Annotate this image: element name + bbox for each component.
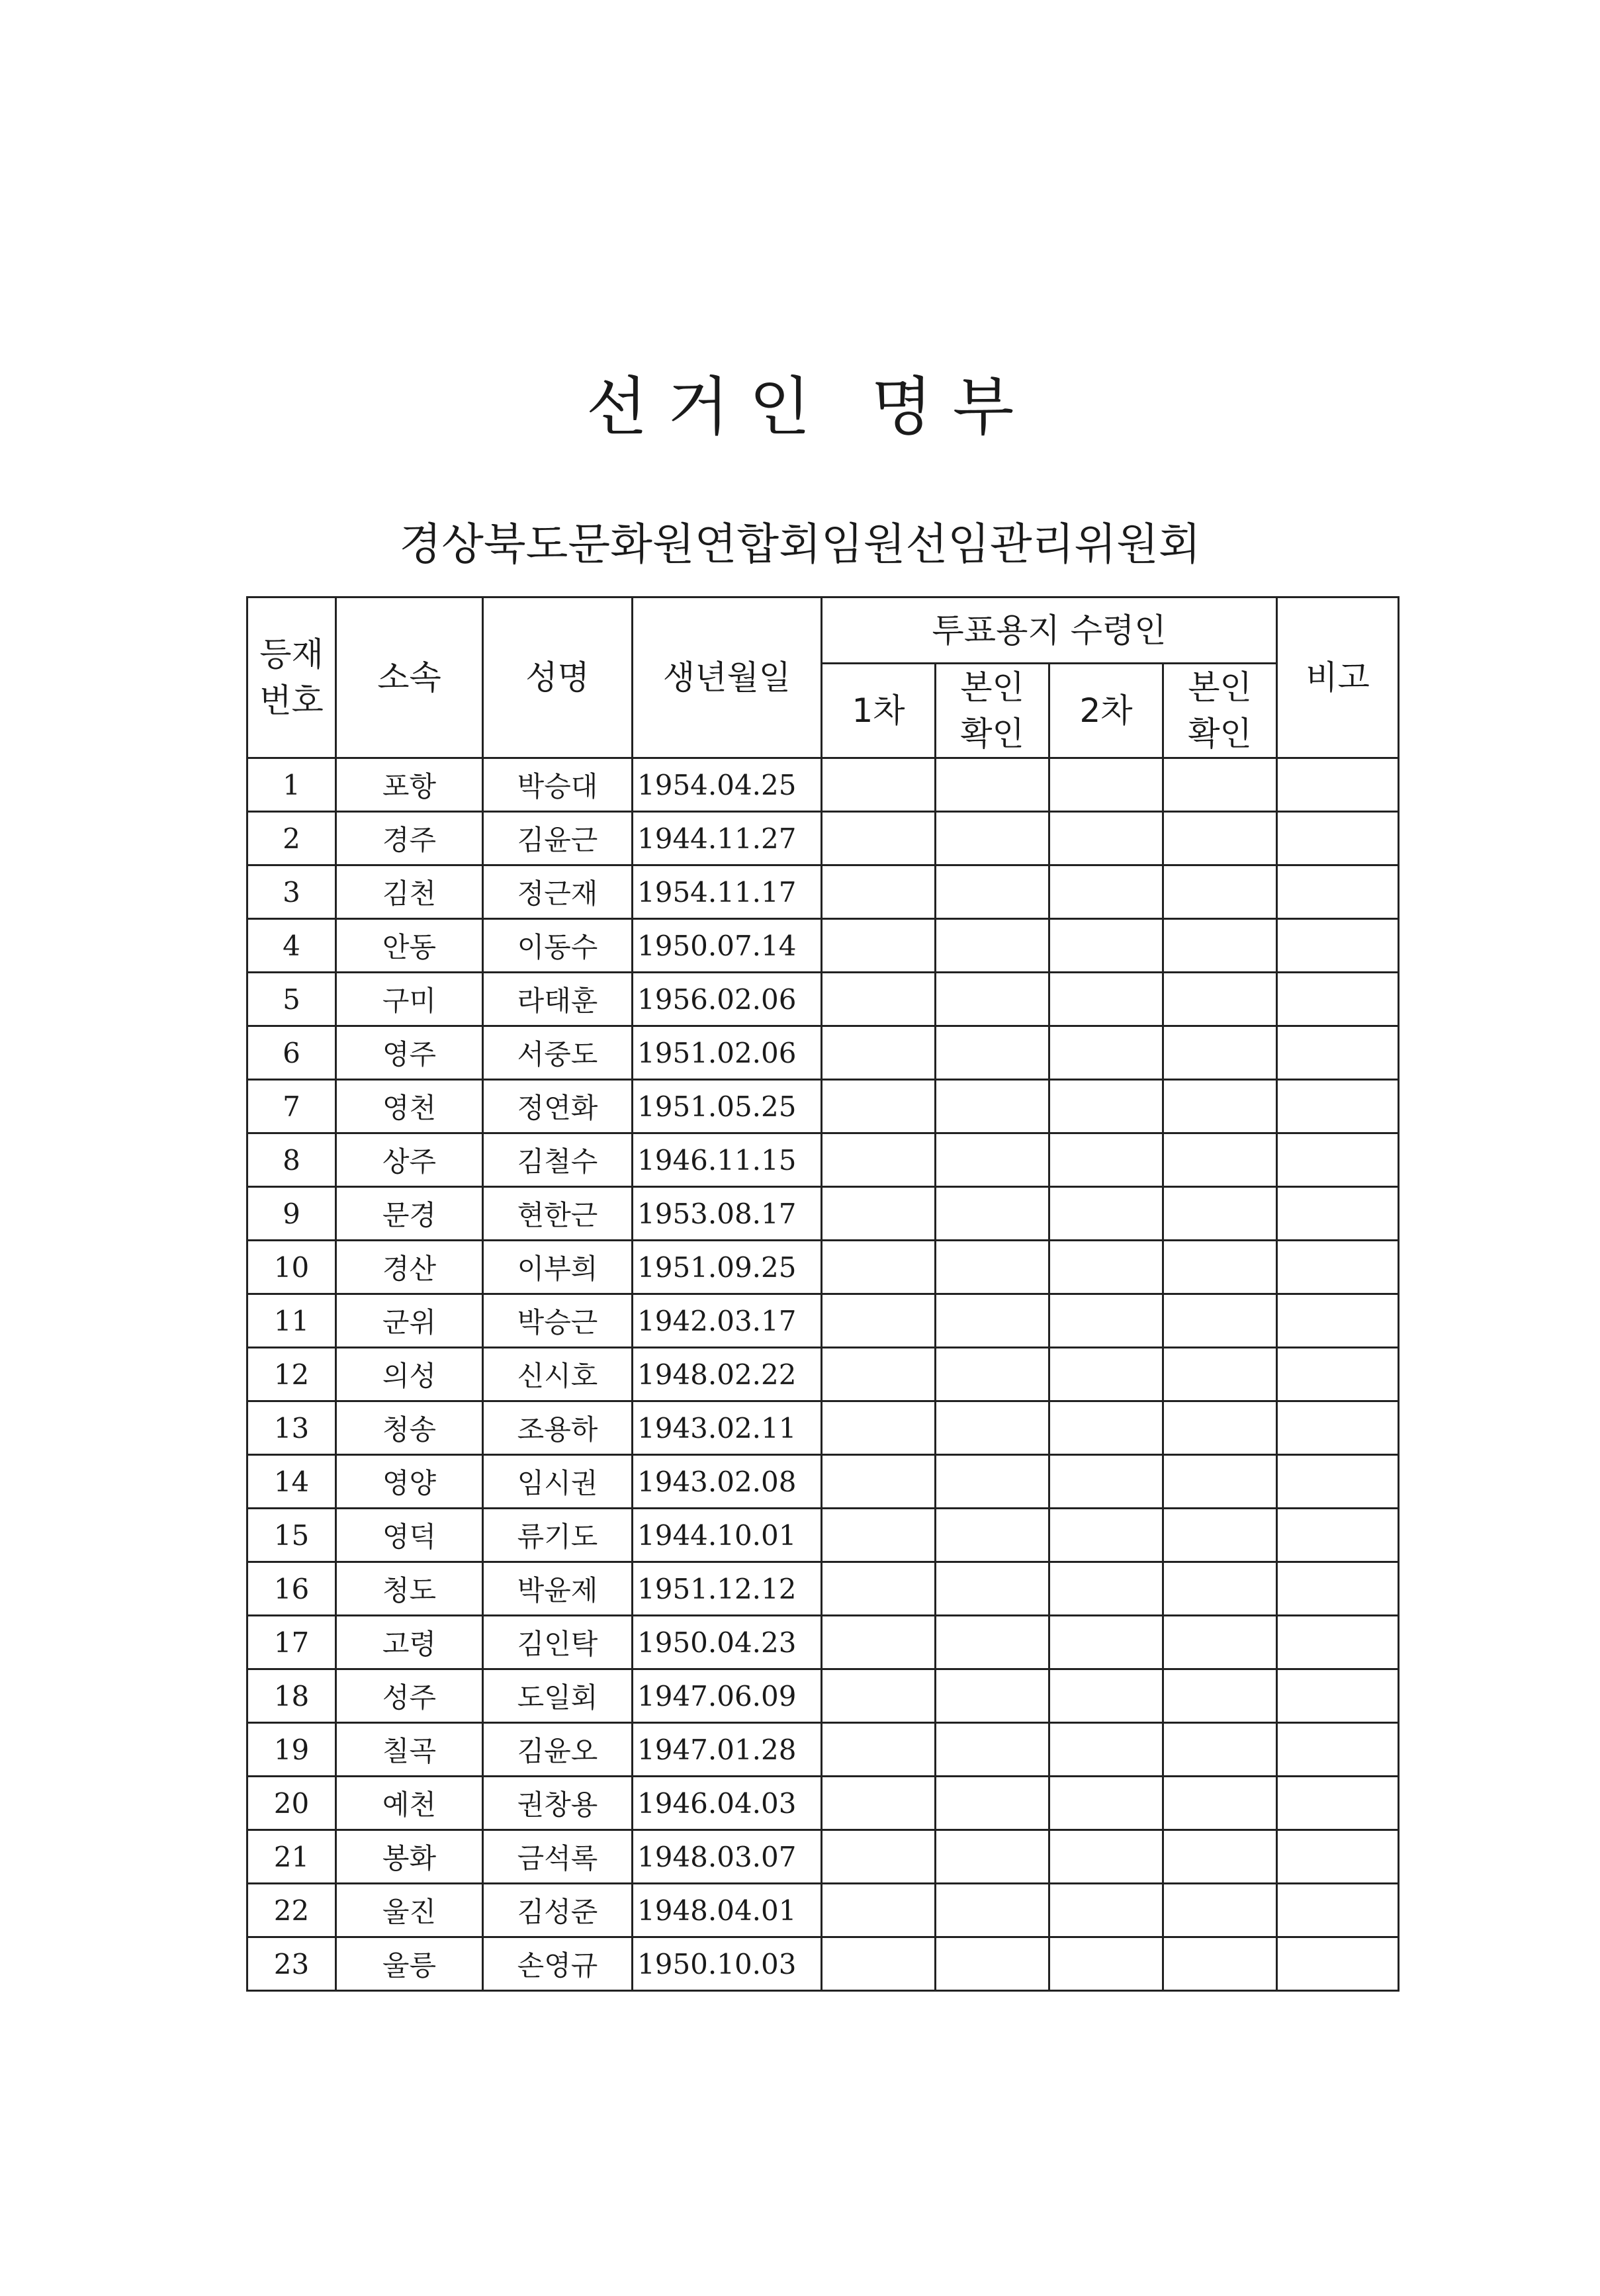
table-row bbox=[247, 919, 1399, 973]
cell-reg-no: 11 bbox=[247, 1294, 336, 1348]
cell-dob: 1953.08.17 bbox=[633, 1187, 822, 1241]
cell-confirm2 bbox=[1163, 1884, 1277, 1937]
cell-round1 bbox=[822, 1241, 936, 1294]
cell-confirm2 bbox=[1163, 1830, 1277, 1884]
cell-confirm1 bbox=[936, 758, 1049, 812]
cell-reg-no: 19 bbox=[247, 1723, 336, 1777]
cell-confirm1 bbox=[936, 1884, 1049, 1937]
cell-round2 bbox=[1049, 1294, 1163, 1348]
cell-confirm2 bbox=[1163, 758, 1277, 812]
cell-remarks bbox=[1277, 865, 1399, 919]
cell-dob: 1947.01.28 bbox=[633, 1723, 822, 1777]
cell-remarks bbox=[1277, 1509, 1399, 1562]
cell-dob: 1950.04.23 bbox=[633, 1616, 822, 1669]
cell-confirm2 bbox=[1163, 1669, 1277, 1723]
cell-confirm2 bbox=[1163, 1562, 1277, 1616]
voter-roster-table bbox=[246, 596, 1400, 1992]
cell-round2 bbox=[1049, 1937, 1163, 1991]
cell-branch: 의성 bbox=[336, 1348, 483, 1401]
cell-round2 bbox=[1049, 1348, 1163, 1401]
cell-round1 bbox=[822, 1026, 936, 1080]
cell-round1 bbox=[822, 1937, 936, 1991]
cell-reg-no: 23 bbox=[247, 1937, 336, 1991]
table-row bbox=[247, 812, 1399, 865]
cell-reg-no: 3 bbox=[247, 865, 336, 919]
cell-remarks bbox=[1277, 1669, 1399, 1723]
cell-confirm2 bbox=[1163, 1241, 1277, 1294]
cell-reg-no: 15 bbox=[247, 1509, 336, 1562]
cell-remarks bbox=[1277, 1187, 1399, 1241]
table-row bbox=[247, 1830, 1399, 1884]
cell-confirm2 bbox=[1163, 1401, 1277, 1455]
table-row bbox=[247, 865, 1399, 919]
table-row bbox=[247, 1723, 1399, 1777]
cell-confirm1 bbox=[936, 1830, 1049, 1884]
cell-name: 박승대 bbox=[483, 758, 633, 812]
cell-round2 bbox=[1049, 1777, 1163, 1830]
cell-confirm2 bbox=[1163, 1455, 1277, 1509]
cell-confirm1 bbox=[936, 1348, 1049, 1401]
cell-reg-no: 2 bbox=[247, 812, 336, 865]
cell-round1 bbox=[822, 1830, 936, 1884]
cell-round2 bbox=[1049, 758, 1163, 812]
cell-round1 bbox=[822, 919, 936, 973]
header-confirm2-line2: 확인 bbox=[1188, 715, 1252, 753]
cell-round1 bbox=[822, 865, 936, 919]
cell-confirm2 bbox=[1163, 865, 1277, 919]
cell-dob: 1942.03.17 bbox=[633, 1294, 822, 1348]
cell-round2 bbox=[1049, 1562, 1163, 1616]
cell-round1 bbox=[822, 1884, 936, 1937]
cell-reg-no: 9 bbox=[247, 1187, 336, 1241]
cell-remarks bbox=[1277, 919, 1399, 973]
cell-dob: 1950.07.14 bbox=[633, 919, 822, 973]
cell-round2 bbox=[1049, 1026, 1163, 1080]
cell-name: 이동수 bbox=[483, 919, 633, 973]
cell-reg-no: 22 bbox=[247, 1884, 336, 1937]
cell-round2 bbox=[1049, 1455, 1163, 1509]
cell-round2 bbox=[1049, 1241, 1163, 1294]
cell-confirm1 bbox=[936, 1080, 1049, 1133]
cell-name: 권창용 bbox=[483, 1777, 633, 1830]
cell-confirm2 bbox=[1163, 812, 1277, 865]
cell-remarks bbox=[1277, 1455, 1399, 1509]
cell-remarks bbox=[1277, 1830, 1399, 1884]
cell-confirm2 bbox=[1163, 1509, 1277, 1562]
cell-confirm1 bbox=[936, 1187, 1049, 1241]
cell-reg-no: 21 bbox=[247, 1830, 336, 1884]
cell-name: 박승근 bbox=[483, 1294, 633, 1348]
table-row bbox=[247, 1133, 1399, 1187]
cell-reg-no: 1 bbox=[247, 758, 336, 812]
cell-confirm1 bbox=[936, 1241, 1049, 1294]
cell-branch: 경산 bbox=[336, 1241, 483, 1294]
header-name: 성명 bbox=[483, 597, 633, 758]
cell-remarks bbox=[1277, 1401, 1399, 1455]
cell-reg-no: 14 bbox=[247, 1455, 336, 1509]
cell-branch: 문경 bbox=[336, 1187, 483, 1241]
cell-confirm1 bbox=[936, 1777, 1049, 1830]
cell-remarks bbox=[1277, 973, 1399, 1026]
cell-dob: 1944.10.01 bbox=[633, 1509, 822, 1562]
cell-confirm2 bbox=[1163, 1187, 1277, 1241]
cell-branch: 청도 bbox=[336, 1562, 483, 1616]
cell-name: 도일회 bbox=[483, 1669, 633, 1723]
cell-remarks bbox=[1277, 1348, 1399, 1401]
cell-name: 라태훈 bbox=[483, 973, 633, 1026]
cell-dob: 1948.03.07 bbox=[633, 1830, 822, 1884]
cell-branch: 포항 bbox=[336, 758, 483, 812]
cell-reg-no: 10 bbox=[247, 1241, 336, 1294]
cell-confirm1 bbox=[936, 1401, 1049, 1455]
header-reg-no-line2: 번호 bbox=[259, 682, 324, 720]
cell-round2 bbox=[1049, 812, 1163, 865]
cell-name: 서중도 bbox=[483, 1026, 633, 1080]
cell-confirm1 bbox=[936, 1616, 1049, 1669]
cell-round2 bbox=[1049, 1080, 1163, 1133]
cell-round1 bbox=[822, 1187, 936, 1241]
cell-branch: 칠곡 bbox=[336, 1723, 483, 1777]
cell-confirm1 bbox=[936, 1509, 1049, 1562]
cell-round2 bbox=[1049, 1616, 1163, 1669]
cell-name: 정연화 bbox=[483, 1080, 633, 1133]
cell-branch: 군위 bbox=[336, 1294, 483, 1348]
cell-reg-no: 13 bbox=[247, 1401, 336, 1455]
header-ballot-recipient: 투표용지 수령인 bbox=[822, 597, 1277, 664]
cell-dob: 1951.12.12 bbox=[633, 1562, 822, 1616]
cell-confirm2 bbox=[1163, 1937, 1277, 1991]
cell-dob: 1948.04.01 bbox=[633, 1884, 822, 1937]
cell-round2 bbox=[1049, 1133, 1163, 1187]
cell-remarks bbox=[1277, 1723, 1399, 1777]
cell-round2 bbox=[1049, 973, 1163, 1026]
cell-round2 bbox=[1049, 1509, 1163, 1562]
cell-confirm1 bbox=[936, 919, 1049, 973]
cell-reg-no: 12 bbox=[247, 1348, 336, 1401]
table-row bbox=[247, 1562, 1399, 1616]
table-row bbox=[247, 1348, 1399, 1401]
table-row bbox=[247, 1241, 1399, 1294]
cell-name: 금석록 bbox=[483, 1830, 633, 1884]
table-row bbox=[247, 1455, 1399, 1509]
header-round2: 2차 bbox=[1049, 664, 1163, 758]
cell-branch: 영양 bbox=[336, 1455, 483, 1509]
header-confirm1-line1: 본인 bbox=[960, 668, 1024, 707]
cell-name: 조용하 bbox=[483, 1401, 633, 1455]
cell-name: 임시권 bbox=[483, 1455, 633, 1509]
cell-round1 bbox=[822, 1723, 936, 1777]
header-confirm2 bbox=[1163, 664, 1277, 758]
header-confirm1-line2: 확인 bbox=[960, 715, 1024, 753]
cell-remarks bbox=[1277, 1241, 1399, 1294]
cell-round1 bbox=[822, 1080, 936, 1133]
cell-remarks bbox=[1277, 1294, 1399, 1348]
cell-branch: 상주 bbox=[336, 1133, 483, 1187]
cell-name: 류기도 bbox=[483, 1509, 633, 1562]
cell-confirm2 bbox=[1163, 1348, 1277, 1401]
cell-reg-no: 7 bbox=[247, 1080, 336, 1133]
cell-remarks bbox=[1277, 1562, 1399, 1616]
table-row bbox=[247, 1026, 1399, 1080]
cell-remarks bbox=[1277, 1133, 1399, 1187]
table-row bbox=[247, 1401, 1399, 1455]
cell-confirm2 bbox=[1163, 1080, 1277, 1133]
document-subtitle: 경상북도문화원연합회임원선임관리위원회 bbox=[399, 519, 1201, 570]
cell-remarks bbox=[1277, 1616, 1399, 1669]
cell-reg-no: 18 bbox=[247, 1669, 336, 1723]
cell-branch: 영주 bbox=[336, 1026, 483, 1080]
cell-remarks bbox=[1277, 1884, 1399, 1937]
cell-branch: 김천 bbox=[336, 865, 483, 919]
cell-reg-no: 4 bbox=[247, 919, 336, 973]
table-row bbox=[247, 1616, 1399, 1669]
cell-round2 bbox=[1049, 1723, 1163, 1777]
header-reg-no bbox=[247, 597, 336, 758]
cell-dob: 1948.02.22 bbox=[633, 1348, 822, 1401]
cell-branch: 봉화 bbox=[336, 1830, 483, 1884]
header-round1: 1차 bbox=[822, 664, 936, 758]
cell-confirm1 bbox=[936, 1133, 1049, 1187]
cell-dob: 1947.06.09 bbox=[633, 1669, 822, 1723]
table-row bbox=[247, 1937, 1399, 1991]
cell-round1 bbox=[822, 1133, 936, 1187]
cell-round1 bbox=[822, 1777, 936, 1830]
cell-branch: 경주 bbox=[336, 812, 483, 865]
cell-branch: 구미 bbox=[336, 973, 483, 1026]
cell-dob: 1951.05.25 bbox=[633, 1080, 822, 1133]
header-dob: 생년월일 bbox=[633, 597, 822, 758]
cell-branch: 고령 bbox=[336, 1616, 483, 1669]
cell-round1 bbox=[822, 1616, 936, 1669]
cell-remarks bbox=[1277, 1026, 1399, 1080]
cell-round1 bbox=[822, 812, 936, 865]
cell-branch: 성주 bbox=[336, 1669, 483, 1723]
cell-reg-no: 16 bbox=[247, 1562, 336, 1616]
cell-dob: 1943.02.11 bbox=[633, 1401, 822, 1455]
cell-name: 김철수 bbox=[483, 1133, 633, 1187]
cell-round1 bbox=[822, 973, 936, 1026]
cell-name: 정근재 bbox=[483, 865, 633, 919]
header-confirm2-line1: 본인 bbox=[1188, 668, 1252, 707]
cell-confirm2 bbox=[1163, 973, 1277, 1026]
cell-round2 bbox=[1049, 1187, 1163, 1241]
cell-round1 bbox=[822, 1455, 936, 1509]
cell-remarks bbox=[1277, 812, 1399, 865]
cell-round1 bbox=[822, 758, 936, 812]
cell-round1 bbox=[822, 1562, 936, 1616]
cell-branch: 울진 bbox=[336, 1884, 483, 1937]
cell-round2 bbox=[1049, 1830, 1163, 1884]
cell-dob: 1943.02.08 bbox=[633, 1455, 822, 1509]
cell-dob: 1954.11.17 bbox=[633, 865, 822, 919]
cell-round2 bbox=[1049, 1884, 1163, 1937]
cell-confirm2 bbox=[1163, 1777, 1277, 1830]
cell-confirm1 bbox=[936, 1937, 1049, 1991]
cell-round2 bbox=[1049, 919, 1163, 973]
table-row bbox=[247, 1777, 1399, 1830]
cell-name: 박윤제 bbox=[483, 1562, 633, 1616]
cell-confirm1 bbox=[936, 1562, 1049, 1616]
cell-name: 손영규 bbox=[483, 1937, 633, 1991]
cell-dob: 1944.11.27 bbox=[633, 812, 822, 865]
cell-confirm2 bbox=[1163, 1723, 1277, 1777]
cell-round1 bbox=[822, 1669, 936, 1723]
table-row bbox=[247, 973, 1399, 1026]
cell-name: 현한근 bbox=[483, 1187, 633, 1241]
cell-branch: 청송 bbox=[336, 1401, 483, 1455]
cell-confirm2 bbox=[1163, 1616, 1277, 1669]
table-header bbox=[247, 597, 1399, 758]
cell-remarks bbox=[1277, 1080, 1399, 1133]
table-row bbox=[247, 1884, 1399, 1937]
cell-confirm1 bbox=[936, 1455, 1049, 1509]
header-confirm1 bbox=[936, 664, 1049, 758]
cell-round1 bbox=[822, 1509, 936, 1562]
cell-remarks bbox=[1277, 1777, 1399, 1830]
cell-confirm1 bbox=[936, 1026, 1049, 1080]
cell-name: 김윤오 bbox=[483, 1723, 633, 1777]
cell-confirm1 bbox=[936, 812, 1049, 865]
cell-reg-no: 5 bbox=[247, 973, 336, 1026]
cell-name: 김성준 bbox=[483, 1884, 633, 1937]
cell-dob: 1956.02.06 bbox=[633, 973, 822, 1026]
document-title: 선 거 인 명 부 bbox=[586, 370, 1014, 444]
cell-reg-no: 20 bbox=[247, 1777, 336, 1830]
cell-confirm2 bbox=[1163, 1026, 1277, 1080]
table-row bbox=[247, 1294, 1399, 1348]
cell-confirm1 bbox=[936, 865, 1049, 919]
cell-confirm2 bbox=[1163, 919, 1277, 973]
cell-round1 bbox=[822, 1294, 936, 1348]
cell-confirm1 bbox=[936, 973, 1049, 1026]
table-row bbox=[247, 1187, 1399, 1241]
header-remarks: 비고 bbox=[1277, 597, 1399, 758]
cell-dob: 1951.09.25 bbox=[633, 1241, 822, 1294]
cell-confirm1 bbox=[936, 1669, 1049, 1723]
table-row bbox=[247, 758, 1399, 812]
cell-round2 bbox=[1049, 1669, 1163, 1723]
cell-confirm1 bbox=[936, 1723, 1049, 1777]
cell-round2 bbox=[1049, 865, 1163, 919]
cell-branch: 영덕 bbox=[336, 1509, 483, 1562]
cell-name: 이부희 bbox=[483, 1241, 633, 1294]
cell-confirm2 bbox=[1163, 1133, 1277, 1187]
cell-remarks bbox=[1277, 758, 1399, 812]
cell-branch: 안동 bbox=[336, 919, 483, 973]
cell-remarks bbox=[1277, 1937, 1399, 1991]
cell-name: 신시호 bbox=[483, 1348, 633, 1401]
table-row bbox=[247, 1669, 1399, 1723]
table-body bbox=[247, 758, 1399, 1991]
table-row bbox=[247, 1080, 1399, 1133]
cell-dob: 1954.04.25 bbox=[633, 758, 822, 812]
cell-confirm1 bbox=[936, 1294, 1049, 1348]
header-branch: 소속 bbox=[336, 597, 483, 758]
cell-reg-no: 8 bbox=[247, 1133, 336, 1187]
header-reg-no-line1: 등재 bbox=[259, 635, 324, 674]
cell-round1 bbox=[822, 1348, 936, 1401]
cell-round1 bbox=[822, 1401, 936, 1455]
cell-reg-no: 6 bbox=[247, 1026, 336, 1080]
cell-branch: 예천 bbox=[336, 1777, 483, 1830]
cell-confirm2 bbox=[1163, 1294, 1277, 1348]
cell-dob: 1951.02.06 bbox=[633, 1026, 822, 1080]
cell-branch: 울릉 bbox=[336, 1937, 483, 1991]
cell-reg-no: 17 bbox=[247, 1616, 336, 1669]
cell-round2 bbox=[1049, 1401, 1163, 1455]
cell-dob: 1950.10.03 bbox=[633, 1937, 822, 1991]
cell-dob: 1946.11.15 bbox=[633, 1133, 822, 1187]
table-row bbox=[247, 1509, 1399, 1562]
cell-dob: 1946.04.03 bbox=[633, 1777, 822, 1830]
cell-name: 김윤근 bbox=[483, 812, 633, 865]
cell-name: 김인탁 bbox=[483, 1616, 633, 1669]
cell-branch: 영천 bbox=[336, 1080, 483, 1133]
